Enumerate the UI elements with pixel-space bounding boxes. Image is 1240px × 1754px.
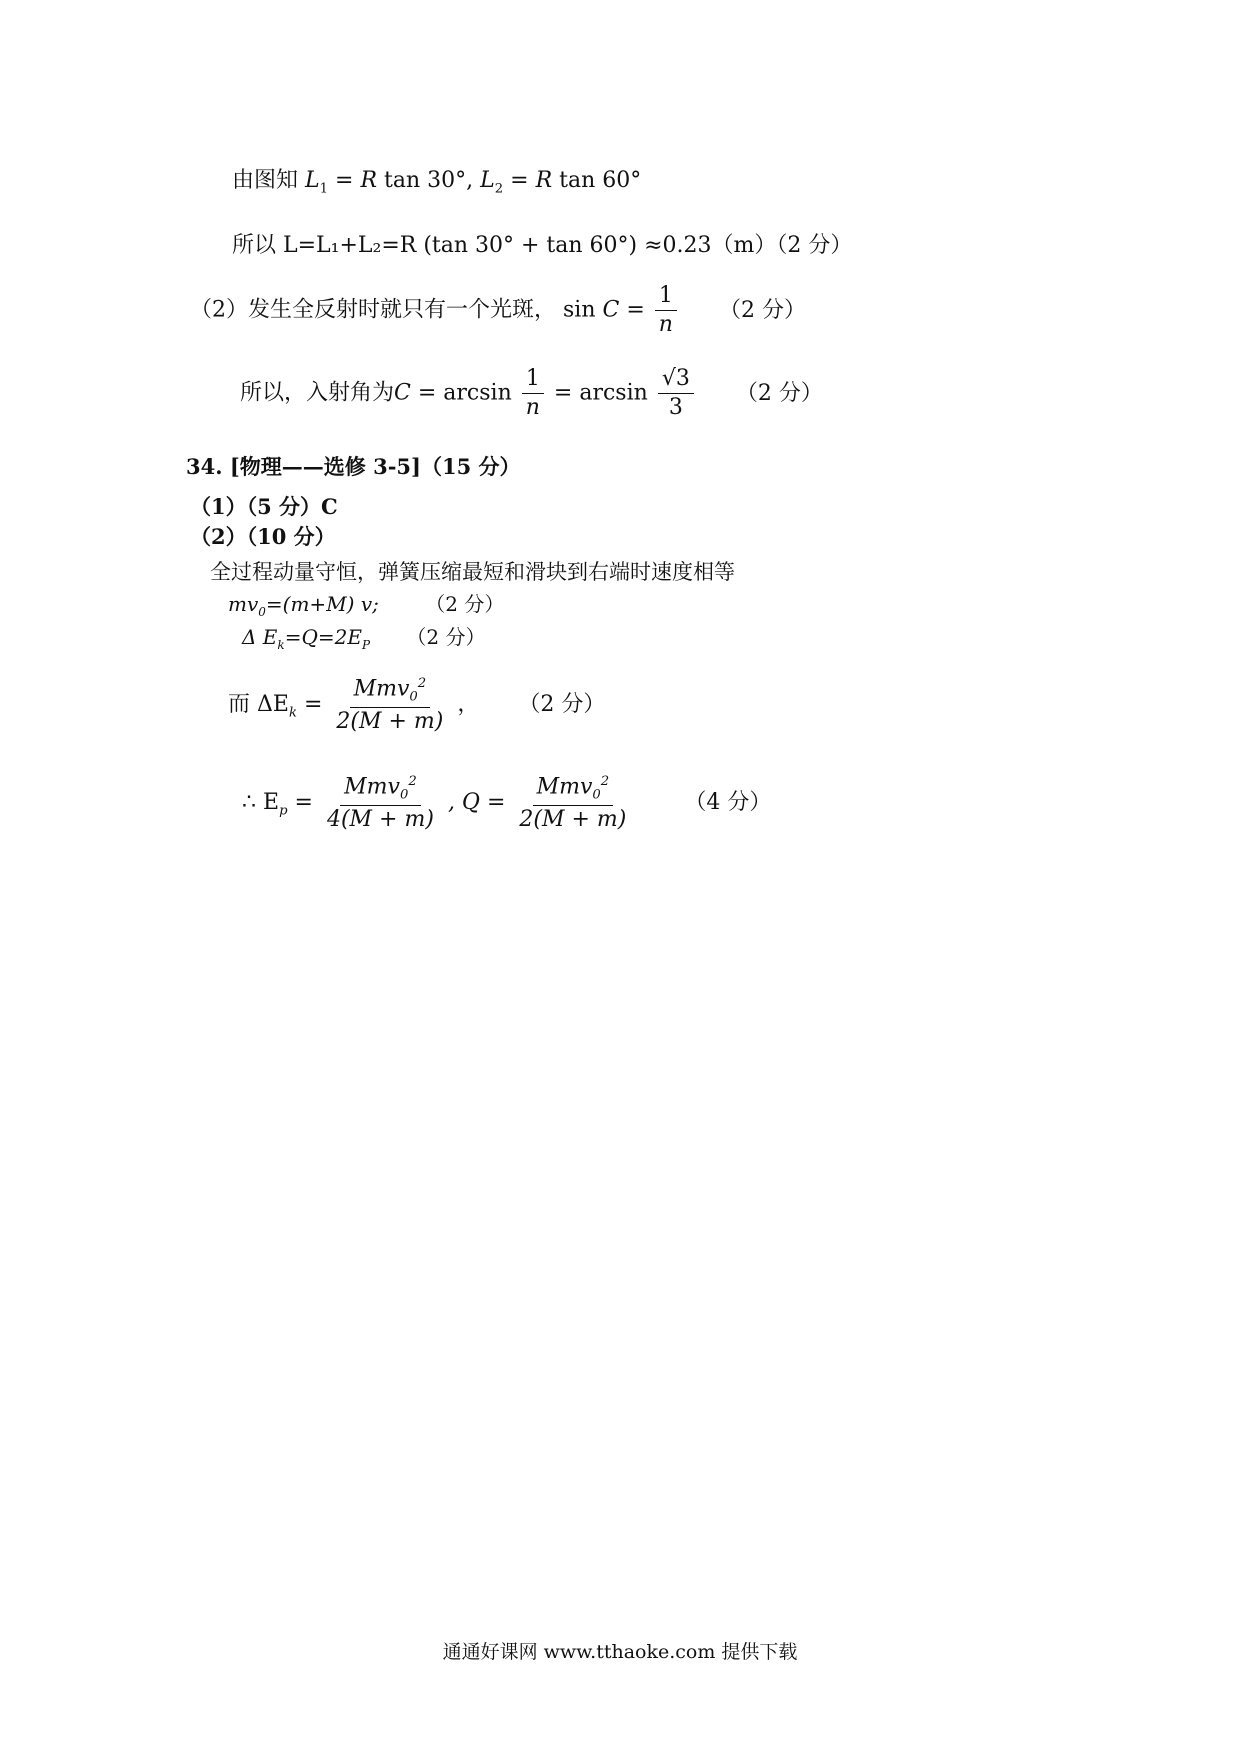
line-incident-angle (240, 368, 823, 419)
arcsin-2: = arcsin (553, 380, 648, 406)
tan30: tan 30°, (384, 168, 481, 193)
eq4-prefix: ∴ E (242, 789, 280, 815)
equation-momentum (228, 594, 504, 618)
fraction-ek (332, 677, 447, 733)
l2-sub: 2 (494, 181, 504, 197)
fraction-1-over-n (655, 285, 677, 336)
l4-text: 所以，入射角为 (240, 380, 395, 406)
frac-num-2: 1 (522, 368, 544, 394)
r2-symbol: R (535, 168, 553, 193)
eq3-comma: ， (457, 691, 480, 717)
part-1-answer: （1）（5 分）C (190, 494, 338, 519)
eq3-eq: = (303, 691, 330, 717)
eq4-mid: , Q = (447, 789, 513, 815)
num1-sup: 2 (408, 774, 417, 789)
score-label-2: （2 分） (735, 380, 823, 406)
eq2-left: Δ E (242, 625, 278, 649)
fraction-q (515, 775, 630, 831)
l3-text: （2）发生全反射时就只有一个光斑， (190, 297, 556, 323)
l2-eq: = (510, 168, 536, 193)
arcsin-1: = arcsin (417, 380, 512, 406)
frac-q-den: 2(M + m) (519, 806, 627, 832)
fraction-1-over-n-2 (522, 368, 544, 419)
equation-delta-ek (228, 677, 605, 733)
frac-ep-num (340, 775, 421, 806)
eq2-sub2: P (361, 638, 371, 652)
sin-label: sin (563, 297, 603, 323)
line-l-values (232, 170, 641, 196)
r-symbol: R (360, 168, 378, 193)
num-sup: 2 (417, 676, 427, 691)
num-sub: 0 (409, 689, 418, 705)
l3-eq: = (626, 297, 652, 323)
momentum-statement: 全过程动量守恒，弹簧压缩最短和滑块到右端时速度相等 (210, 560, 735, 584)
l2-symbol: L (480, 168, 495, 193)
eq4-score: （4 分） (684, 789, 772, 815)
eq3-sub: k (288, 705, 297, 721)
l1-symbol: L (305, 168, 320, 193)
equation-energy (242, 627, 485, 651)
part-2-heading: （2）（10 分） (190, 524, 336, 549)
eq2-sub: k (277, 638, 285, 652)
eq1-right: =(m+M) v; (265, 592, 379, 616)
l1-sub: 1 (319, 181, 329, 197)
line-total-reflection (190, 285, 806, 336)
num1-text: Mmv (344, 774, 400, 800)
num2-text: Mmv (536, 774, 593, 800)
num2-sub: 0 (592, 787, 601, 803)
eq1-left: mv (228, 592, 259, 616)
eq1-score: （2 分） (425, 592, 505, 616)
l1-eq: = (335, 168, 361, 193)
eq3-score: （2 分） (518, 691, 606, 717)
num1-sub: 0 (399, 787, 409, 803)
eq3-prefix: 而 ΔE (228, 691, 289, 717)
frac-num: 1 (655, 285, 677, 311)
eq4-sub: p (279, 803, 288, 819)
frac-den: n (658, 312, 673, 337)
c-symbol-2: C (394, 380, 411, 406)
tan60: tan 60° (559, 168, 642, 193)
frac-ep-den: 4(M + m) (326, 806, 434, 832)
frac-den-3: 3 (668, 395, 683, 420)
eq1-sub: 0 (258, 605, 266, 619)
section-heading: 34. [物理——选修 3-5]（15 分） (186, 454, 521, 479)
eq2-score: （2 分） (406, 625, 486, 649)
fraction-sqrt3-over-3 (658, 368, 694, 419)
fraction-ep (323, 775, 438, 831)
num-text: Mmv (353, 676, 410, 702)
frac-ek-num (350, 677, 431, 708)
frac-den-2: n (525, 395, 540, 420)
score-label: （2 分） (718, 297, 806, 323)
frac-num-3: √3 (658, 368, 694, 394)
equation-final (242, 775, 771, 831)
frac-ek-den: 2(M + m) (336, 708, 444, 734)
line-total-length: 所以 L=L₁+L₂=R (tan 30° + tan 60°) ≈0.23（m）（2 分） (232, 233, 853, 258)
l1-prefix: 由图知 (232, 168, 299, 193)
eq4-eq: = (294, 789, 320, 815)
c-symbol: C (602, 297, 620, 323)
eq2-mid: =Q=2E (284, 625, 362, 649)
num2-sup: 2 (600, 774, 610, 789)
page-footer: 通通好课网 www.tthaoke.com 提供下载 (442, 1641, 798, 1663)
frac-q-num (533, 775, 614, 806)
